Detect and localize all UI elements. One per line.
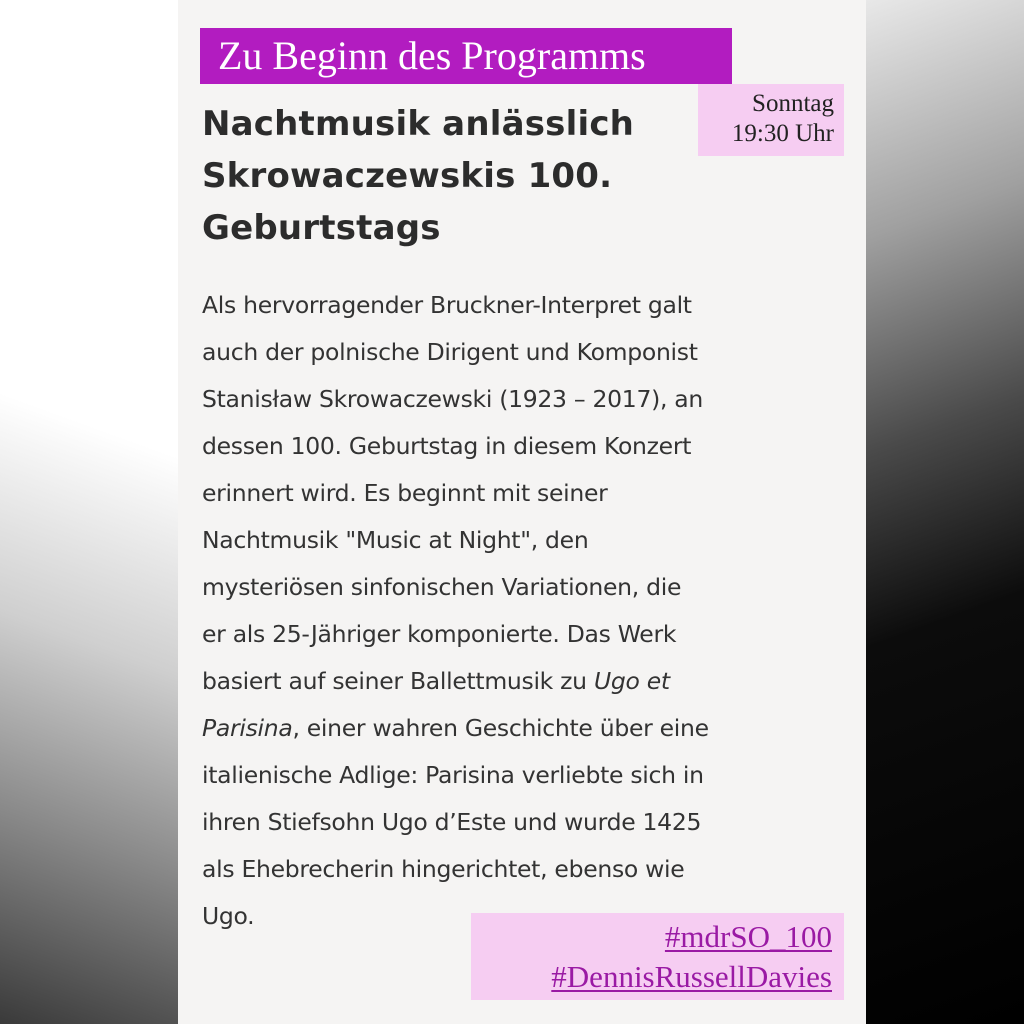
work-title-part-1: Ugo et xyxy=(593,667,670,695)
body-line xyxy=(202,658,842,705)
body-line: italienische Adlige: Parisina verliebte sich in xyxy=(202,761,704,789)
body-line: Als hervorragender Bruckner-Interpret galt xyxy=(202,291,692,319)
schedule-day: Sonntag xyxy=(752,90,834,117)
article-headline xyxy=(202,98,682,254)
body-text-segment: basiert auf seiner Ballettmusik zu xyxy=(202,667,594,695)
body-line: ihren Stiefsohn Ugo d’Este und wurde 1425 xyxy=(202,808,702,836)
headline-line: Skrowaczewskis 100. xyxy=(202,156,613,196)
program-label: Zu Beginn des Programms xyxy=(200,28,732,84)
work-title-part-2: Parisina xyxy=(202,714,293,742)
hashtag-box xyxy=(471,913,844,1000)
body-line: mysteriösen sinfonischen Variationen, die xyxy=(202,573,682,601)
hashtag-link-dennisrusselldavies[interactable]: #DennisRussellDavies xyxy=(551,959,832,994)
body-line: Nachtmusik "Music at Night", den xyxy=(202,526,589,554)
headline-line: Geburtstags xyxy=(202,208,441,248)
body-line: erinnert wird. Es beginnt mit seiner xyxy=(202,479,608,507)
body-line: dessen 100. Geburtstag in diesem Konzert xyxy=(202,432,692,460)
body-line: er als 25-Jähriger komponierte. Das Werk xyxy=(202,620,677,648)
schedule-time: 19:30 Uhr xyxy=(731,120,834,147)
body-line: auch der polnische Dirigent und Komponist xyxy=(202,338,698,366)
background-gradient-left xyxy=(0,0,178,1024)
background-gradient-right xyxy=(866,0,1024,1024)
body-line: Ugo. xyxy=(202,902,255,930)
body-text-segment: , einer wahren Geschichte über eine xyxy=(292,714,709,742)
article-body xyxy=(202,282,842,940)
schedule-badge xyxy=(698,84,844,156)
body-line xyxy=(202,705,842,752)
body-line: Stanisław Skrowaczewski (1923 – 2017), an xyxy=(202,385,703,413)
headline-line: Nachtmusik anlässlich xyxy=(202,104,635,144)
hashtag-link-mdrso[interactable]: #mdrSO_100 xyxy=(664,919,832,954)
body-line: als Ehebrecherin hingerichtet, ebenso wie xyxy=(202,855,685,883)
